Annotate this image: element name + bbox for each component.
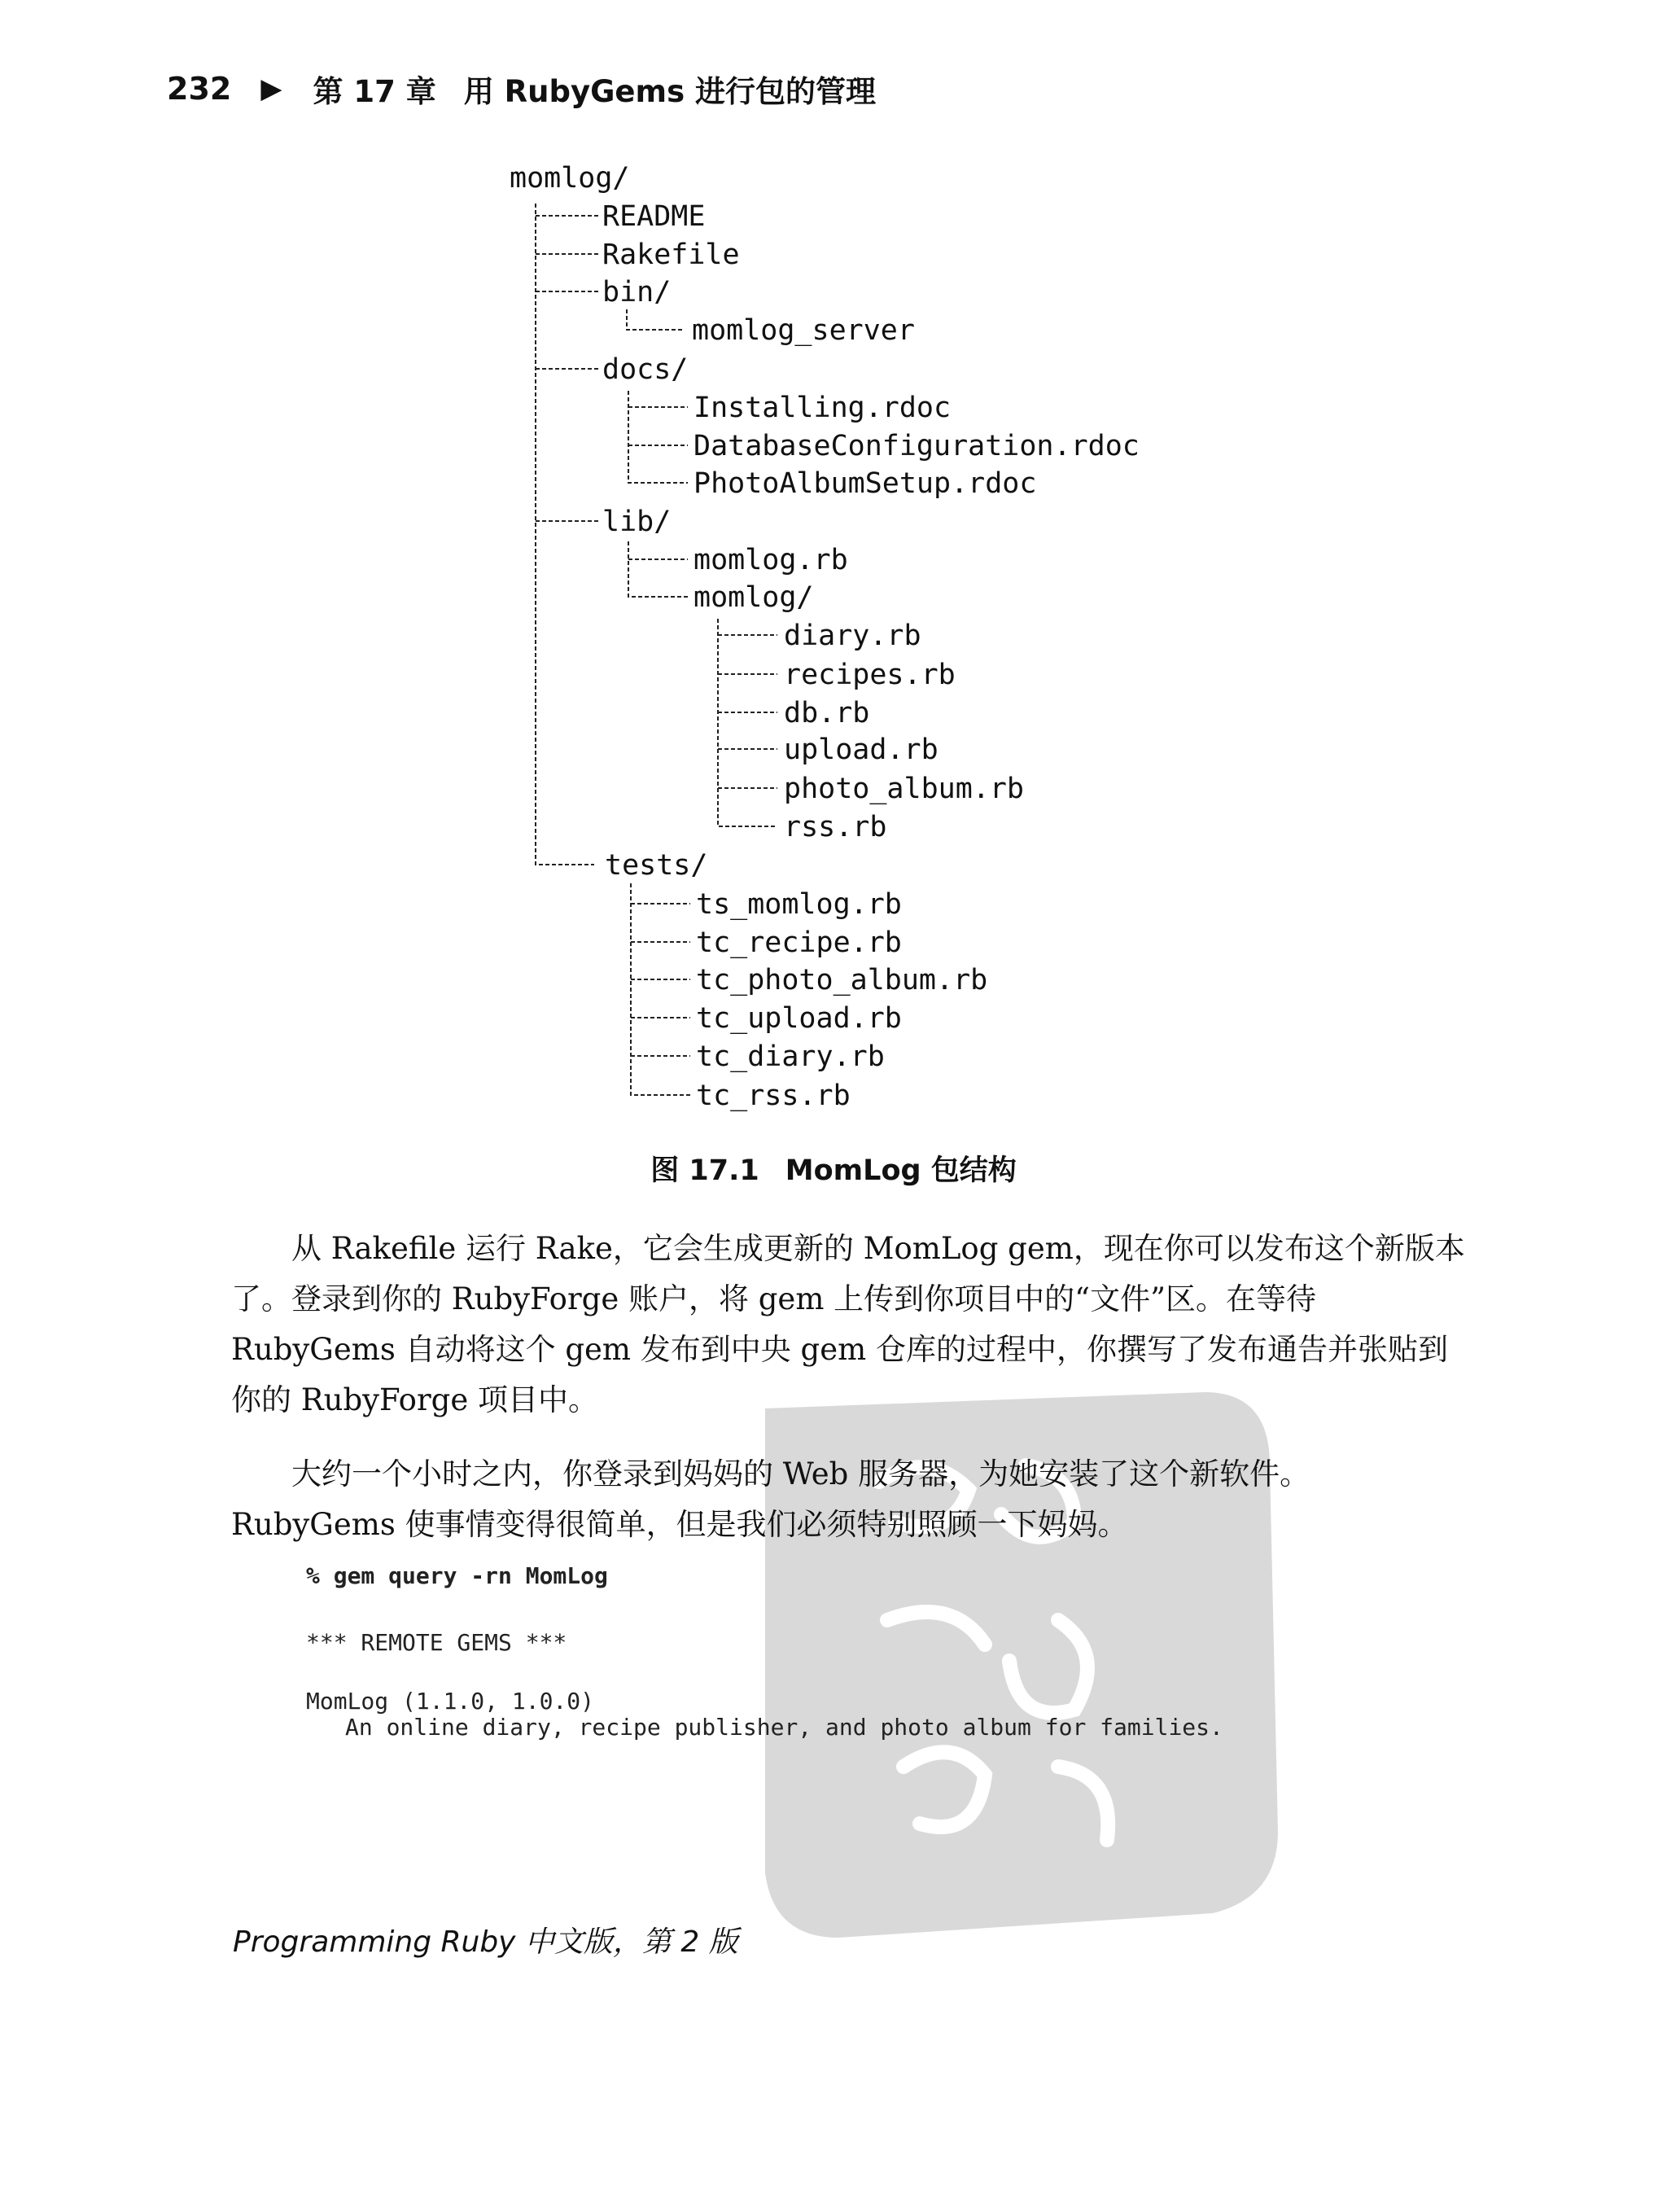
tree-node-bin: bin/ [602, 276, 672, 309]
tree-node-rss: rss.rb [784, 811, 887, 843]
paragraph-1 [231, 1224, 1465, 1426]
code-description: An online diary, recipe publisher, and photo album for families. [345, 1714, 1223, 1741]
paragraph-line: RubyGems 使事情变得很简单，但是我们必须特别照顾一下妈妈。 [231, 1507, 1128, 1542]
paragraph-line: 你的 RubyForge 项目中。 [231, 1382, 598, 1417]
tree-node-installing: Installing.rdoc [693, 392, 952, 424]
page-number: 232 [167, 71, 232, 107]
tree-node-tc-diary: tc_diary.rb [696, 1040, 885, 1073]
figure-title: MomLog 包结构 [785, 1154, 1017, 1187]
tree-node-tc-upload: tc_upload.rb [696, 1002, 902, 1035]
tree-node-tc-photo-album: tc_photo_album.rb [696, 964, 988, 996]
figure-label: 图 17.1 [650, 1154, 759, 1187]
tree-node-momlog-server: momlog_server [692, 314, 915, 347]
tree-node-momlog-dir: momlog/ [693, 581, 814, 614]
tree-node-lib: lib/ [602, 506, 672, 538]
tree-node-diary: diary.rb [784, 620, 921, 652]
tree-node-ts-momlog: ts_momlog.rb [696, 888, 902, 921]
paragraph-line: 大约一个小时之内，你登录到妈妈的 Web 服务器，为她安装了这个新软件。 [291, 1456, 1310, 1491]
tree-node-tc-recipe: tc_recipe.rb [696, 926, 902, 959]
tree-node-tests: tests/ [605, 849, 708, 882]
running-footer: Programming Ruby 中文版，第 2 版 [233, 1925, 738, 1959]
tree-node-db: db.rb [784, 697, 870, 729]
tree-node-rakefile: Rakefile [602, 239, 740, 271]
paragraph-2 [231, 1449, 1420, 1550]
code-command: % gem query -rn MomLog [306, 1562, 608, 1589]
code-gem-line: MomLog (1.1.0, 1.0.0) [306, 1688, 595, 1715]
paragraph-line: RubyGems 自动将这个 gem 发布到中央 gem 仓库的过程中，你撰写了发布通告并张贴到 [231, 1332, 1448, 1367]
paragraph-line: 了。登录到你的 RubyForge 账户，将 gem 上传到你项目中的“文件”区。在等待 [231, 1281, 1317, 1316]
tree-node-recipes: recipes.rb [784, 659, 956, 691]
tree-node-dbconfig: DatabaseConfiguration.rdoc [693, 430, 1140, 462]
chapter-label: 第 17 章 [313, 74, 436, 109]
tree-node-readme: README [602, 200, 706, 233]
arrow-icon: ▶ [260, 72, 282, 105]
tree-node-docs: docs/ [602, 353, 689, 386]
figure-caption [0, 1148, 1667, 1189]
tree-node-photo-album: photo_album.rb [784, 773, 1025, 805]
chapter-title: 用 RubyGems 进行包的管理 [463, 74, 876, 109]
paragraph-line: 从 Rakefile 运行 Rake，它会生成更新的 MomLog gem，现在你可以发布这个新版本 [291, 1231, 1465, 1266]
tree-node-tc-rss: tc_rss.rb [696, 1080, 851, 1112]
tree-node-photoalbumsetup: PhotoAlbumSetup.rdoc [693, 467, 1037, 500]
tree-node-upload: upload.rb [784, 734, 939, 766]
tree-node-root: momlog/ [510, 162, 630, 195]
tree-node-momlog-rb: momlog.rb [693, 544, 848, 576]
code-section-header: *** REMOTE GEMS *** [306, 1629, 567, 1656]
